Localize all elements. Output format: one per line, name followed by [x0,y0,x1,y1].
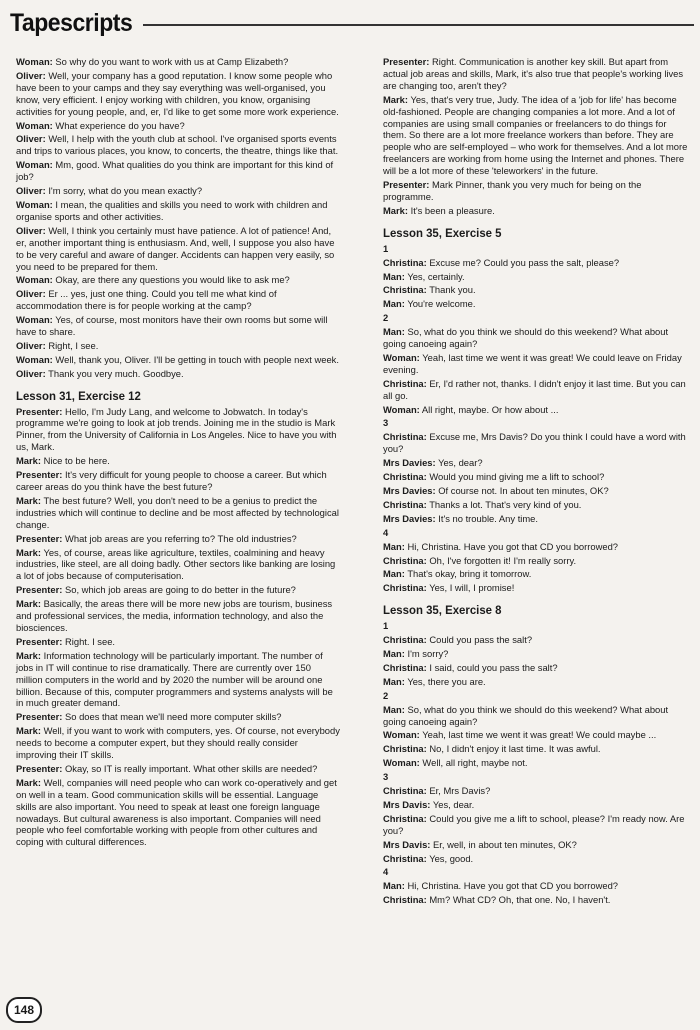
dialogue-text: Right. I see. [65,635,116,647]
speaker-name: Oliver: [16,224,46,236]
right-column [383,56,688,908]
dialogue-text: It's been a pleasure. [410,204,495,216]
dialogue-number: 2 [383,312,389,324]
left-column [16,56,340,850]
dialogue-line [383,541,688,553]
dialogue-line [16,469,340,493]
speaker-name: Woman: [383,351,420,363]
dialogue-line [16,455,340,467]
speaker-name: Woman: [383,729,420,741]
dialogue-text: Yes, dear. [432,798,475,810]
dialogue-line [383,880,688,892]
dialogue-number: 1 [383,620,389,632]
dialogue-text: Er, Mrs Davis? [429,785,491,797]
speaker-name: Man: [383,675,405,687]
speaker-name: Presenter: [16,711,63,723]
dialogue-text: I'm sorry, what do you mean exactly? [48,185,203,197]
dialogue-line [383,471,688,483]
dialogue-text: Well, all right, maybe not. [422,757,528,769]
dialogue-text: Nice to be here. [43,455,110,467]
speaker-name: Man: [383,568,405,580]
dialogue-text: Well, if you want to work with computers, yes. Of course, not everybody needs to become a computer expert, but they should really consider improving their IT skills. [16,725,340,761]
dialogue-line [383,582,688,594]
dialogue-text: I mean, the qualities and skills you need to work with children and organise sports and other activities. [16,198,328,222]
speaker-name: Mrs Davis: [383,798,431,810]
dialogue-text: Hi, Christina. Have you got that CD you borrowed? [407,880,619,892]
speaker-name: Mark: [16,546,42,558]
speaker-name: Man: [383,647,405,659]
dialogue-text: Right. Communication is another key skill. But apart from actual job areas and skills, Mark, it's also true that people's working lives are changing too, aren't they? [383,56,684,91]
dialogue-text: Mm, good. What qualities do you think are important for this kind of job? [16,159,334,183]
dialogue-text: What experience do you have? [55,119,185,131]
dialogue-line [16,763,340,775]
dialogue-line [383,743,688,755]
dialogue-line [16,598,340,634]
dialogue-line [16,56,340,68]
dialogue-text: Of course not. In about ten minutes, OK? [438,485,609,496]
dialogue-line [383,853,688,865]
dialogue-text: Yes, good. [429,852,474,864]
speaker-name: Christina: [383,256,427,268]
dialogue-line [383,271,688,283]
dialogue-text: Mm? What CD? Oh, that one. No, I haven't. [429,894,611,906]
speaker-name: Christina: [383,431,427,443]
dialogue-text: Yes, that's very true, Judy. The idea of a 'job for life' has become old-fashioned. People are changing companies a lot more. And a lot of companies are using small companies or freelancers to do things for them. So there are a lot more freelance workers than before. They are people who are self-employed – who work for themselves. And a lot more freelancers are working from home using the Internet and phones. There will be a lot more of these 'teleworkers' in the future. [383,93,688,177]
dialogue-line [383,94,688,177]
speaker-name: Presenter: [16,635,63,647]
dialogue-number: 4 [383,866,389,878]
speaker-name: Mrs Davies: [383,485,436,496]
dialogue-text: Okay, so IT is really important. What other skills are needed? [65,762,318,774]
dialogue-text: Hello, I'm Judy Lang, and welcome to Jobwatch. In today's programme we're going to look at job trends. Joining me in the studio is Mark Pinner, from the University of California in Los Angeles. Nice to have you with us, Mark. [16,405,337,453]
dialogue-line [383,499,688,511]
speaker-name: Man: [383,540,405,552]
dialogue-text: Could you give me a lift to school, please? I'm ready now. Are you? [383,812,685,836]
dialogue-line [16,636,340,648]
dialogue-line [16,199,340,223]
dialogue-text: Thanks a lot. That's very kind of you. [429,498,582,510]
speaker-name: Woman: [383,403,420,415]
dialogue-text: Well, your company has a good reputation. I know some people who have been to your camps and they say everything was well-organised, you know, very efficient. I enjoy working with children, you know, organising activities for young people, and, er, I'd like to get some more work experience. [16,69,339,117]
dialogue-line [16,340,340,352]
dialogue-text: Yeah, last time we went it was great! We could leave on Friday evening. [383,351,682,375]
dialogue-line [383,326,688,350]
dialogue-number: 1 [383,242,389,254]
dialogue-line [16,547,340,583]
dialogue-line [383,56,688,92]
dialogue-text: All right, maybe. Or how about ... [421,403,559,415]
dialogue-text: So why do you want to work with us at Camp Elizabeth? [55,56,289,67]
dialogue-text: Yes, of course, areas like agriculture, textiles, coalmining and heavy industries, like steel, are all doing badly. Other sectors like banking are losing a lot of jobs because of computerisation. [16,546,336,582]
speaker-name: Christina: [383,498,427,510]
dialogue-line [16,314,340,338]
dialogue-text: Yes, I will, I promise! [429,582,515,594]
page-header [10,8,694,38]
speaker-name: Mark: [383,93,409,105]
dialogue-number: 4 [383,526,389,538]
section-heading: Lesson 35, Exercise 5 [383,225,502,240]
dialogue-line [383,785,688,797]
dialogue-line [16,274,340,286]
dialogue-text: Yes, certainly. [407,270,465,282]
dialogue-line [383,729,688,741]
speaker-name: Woman: [16,159,53,171]
dialogue-text: What job areas are you referring to? The old industries? [65,532,297,544]
dialogue-line [383,634,688,646]
dialogue-line [383,298,688,310]
speaker-name: Oliver: [16,288,46,300]
speaker-name: Presenter: [383,179,430,191]
speaker-name: Man: [383,270,405,282]
speaker-name: Woman: [16,353,53,365]
speaker-name: Woman: [16,314,53,326]
speaker-name: Christina: [383,812,427,824]
speaker-name: Man: [383,326,405,338]
speaker-name: Mrs Davies: [383,512,436,524]
dialogue-text: No, I didn't enjoy it last time. It was awful. [429,743,601,755]
dialogue-text: Yes, there you are. [407,675,486,687]
speaker-name: Christina: [383,284,427,296]
dialogue-line [383,431,688,455]
dialogue-line [383,352,688,376]
dialogue-line [16,533,340,545]
dialogue-line [383,568,688,580]
dialogue-line [383,757,688,769]
dialogue-line [16,406,340,454]
dialogue-line [383,205,688,217]
dialogue-text: I'm sorry? [407,647,449,659]
dialogue-line [16,725,340,761]
speaker-name: Presenter: [16,532,63,544]
speaker-name: Oliver: [16,185,46,197]
dialogue-line [383,894,688,906]
speaker-name: Oliver: [16,133,46,145]
dialogue-text: Er, I'd rather not, thanks. I didn't enjoy it last time. But you can all go. [383,377,686,401]
page-number: 148 [6,997,42,1023]
dialogue-line [383,457,688,469]
page-title: Tapescripts [10,8,133,37]
dialogue-line [383,404,688,416]
dialogue-line [16,368,340,380]
speaker-name: Mrs Davies: [383,457,436,469]
speaker-name: Christina: [383,634,427,646]
dialogue-text: Right, I see. [48,339,99,351]
dialogue-line [16,120,340,132]
dialogue-number: 3 [383,417,389,429]
dialogue-line [383,676,688,688]
speaker-name: Woman: [16,198,53,210]
speaker-name: Christina: [383,377,427,389]
speaker-name: Mark: [16,455,42,467]
dialogue-line [383,257,688,269]
dialogue-text: Mark Pinner, thank you very much for being on the programme. [383,179,642,202]
speaker-name: Mark: [16,776,42,788]
dialogue-number: 2 [383,689,389,701]
dialogue-text: Thank you. [429,284,476,296]
dialogue-text: I said, could you pass the salt? [429,661,558,673]
speaker-name: Presenter: [16,584,63,596]
dialogue-text: Er ... yes, just one thing. Could you tell me what kind of accommodation there is for people working at the camp? [16,288,277,312]
speaker-name: Mark: [16,494,42,506]
speaker-name: Christina: [383,852,427,864]
speaker-name: Oliver: [16,339,46,351]
speaker-name: Christina: [383,471,427,483]
speaker-name: Woman: [16,274,53,286]
dialogue-text: So does that mean we'll need more computer skills? [65,711,282,723]
dialogue-text: Information technology will be particularly important. The number of jobs in IT will continue to rise dramatically. There are currently over 150 million computers in the world and by 2020 the number will be around one billion. Because of this, computer programmers and systems analysts will be in much greater demand. [16,649,333,709]
dialogue-text: So, what do you think we should do this weekend? What about going canoeing again? [383,703,669,727]
speaker-name: Christina: [383,582,427,594]
dialogue-text: Yeah, last time we went it was great! We could maybe ... [422,729,657,741]
dialogue-text: Basically, the areas there will be more new jobs are tourism, business and professional services, the media, information technology, and also the biosciences. [16,598,333,633]
dialogue-line [16,70,340,118]
dialogue-text: Hi, Christina. Have you got that CD you borrowed? [407,540,619,552]
speaker-name: Christina: [383,785,427,797]
dialogue-text: So, which job areas are going to do better in the future? [65,584,296,596]
title-rule [143,24,694,26]
speaker-name: Man: [383,703,405,715]
speaker-name: Presenter: [16,469,63,481]
dialogue-line [16,288,340,312]
dialogue-text: Well, thank you, Oliver. I'll be getting in touch with people next week. [55,353,339,365]
dialogue-text: Er, well, in about ten minutes, OK? [433,838,577,850]
dialogue-line [383,513,688,525]
dialogue-text: So, what do you think we should do this weekend? What about going canoeing again? [383,326,669,350]
speaker-name: Oliver: [16,367,46,379]
dialogue-line [383,704,688,728]
dialogue-text: That's okay, bring it tomorrow. [407,568,532,580]
speaker-name: Christina: [383,554,427,566]
dialogue-line [383,179,688,203]
speaker-name: Christina: [383,661,427,673]
dialogue-text: Excuse me? Could you pass the salt, please? [429,256,620,268]
dialogue-line [383,378,688,402]
dialogue-text: Would you mind giving me a lift to school? [429,471,605,483]
speaker-name: Christina: [383,894,427,906]
speaker-name: Man: [383,880,405,892]
dialogue-text: Well, companies will need people who can work co-operatively and get on well in a team. Good communication skills will be essential. Language skills are also important. You need to speak at least one foreign language nowadays. But cultural awareness is also important. Companies will need people who feel comfortable working with people from other cultures and coping with cultural differences. [16,776,337,848]
dialogue-line [16,584,340,596]
dialogue-line [383,813,688,837]
dialogue-text: You're welcome. [407,298,476,310]
dialogue-line [16,225,340,273]
dialogue-text: Could you pass the salt? [429,634,533,646]
dialogue-line [16,711,340,723]
section-heading: Lesson 31, Exercise 12 [16,388,141,403]
speaker-name: Presenter: [16,762,63,774]
dialogue-line [16,133,340,157]
dialogue-line [16,354,340,366]
speaker-name: Man: [383,298,405,310]
dialogue-text: Yes, dear? [438,457,483,469]
dialogue-text: Well, I think you certainly must have patience. A lot of patience! And, er, another important thing is enthusiasm. And, well, I suppose you also have to be very careful and aware of danger. Accidents can happen very easily, so you need to be prepared for them. [16,224,335,272]
speaker-name: Presenter: [383,56,430,67]
dialogue-line [16,159,340,183]
speaker-name: Mark: [16,598,42,610]
speaker-name: Mark: [16,649,42,661]
dialogue-text: Yes, of course, most monitors have their own rooms but some will have to share. [16,314,328,338]
dialogue-line [383,839,688,851]
dialogue-text: It's very difficult for young people to choose a career. But which career areas do you think have the best future? [16,469,327,492]
dialogue-number: 3 [383,771,389,783]
dialogue-text: The best future? Well, you don't need to be a genius to predict the industries which will continue to decline and be most affected by technological change. [16,494,339,530]
dialogue-line [383,662,688,674]
dialogue-line [383,284,688,296]
dialogue-text: Oh, I've forgotten it! I'm really sorry. [429,554,577,566]
speaker-name: Mark: [16,725,42,737]
speaker-name: Woman: [16,119,53,131]
speaker-name: Mark: [383,204,409,216]
dialogue-text: Excuse me, Mrs Davis? Do you think I could have a word with you? [383,431,686,455]
section-heading: Lesson 35, Exercise 8 [383,603,502,618]
dialogue-line [16,777,340,848]
dialogue-line [16,495,340,531]
dialogue-line [16,185,340,197]
dialogue-text: Okay, are there any questions you would like to ask me? [55,274,290,286]
speaker-name: Mrs Davis: [383,838,431,850]
dialogue-line [383,648,688,660]
speaker-name: Woman: [16,56,53,67]
dialogue-text: Thank you very much. Goodbye. [48,367,184,379]
speaker-name: Christina: [383,743,427,755]
dialogue-line [16,650,340,710]
speaker-name: Oliver: [16,69,46,81]
dialogue-line [383,555,688,567]
dialogue-line [383,485,688,497]
dialogue-text: Well, I help with the youth club at school. I've organised sports events and trips to various places, you know, to concerts, the theatre, things like that. [16,133,339,157]
speaker-name: Woman: [383,757,420,769]
dialogue-text: It's no trouble. Any time. [438,512,539,524]
speaker-name: Presenter: [16,405,63,417]
dialogue-line [383,799,688,811]
